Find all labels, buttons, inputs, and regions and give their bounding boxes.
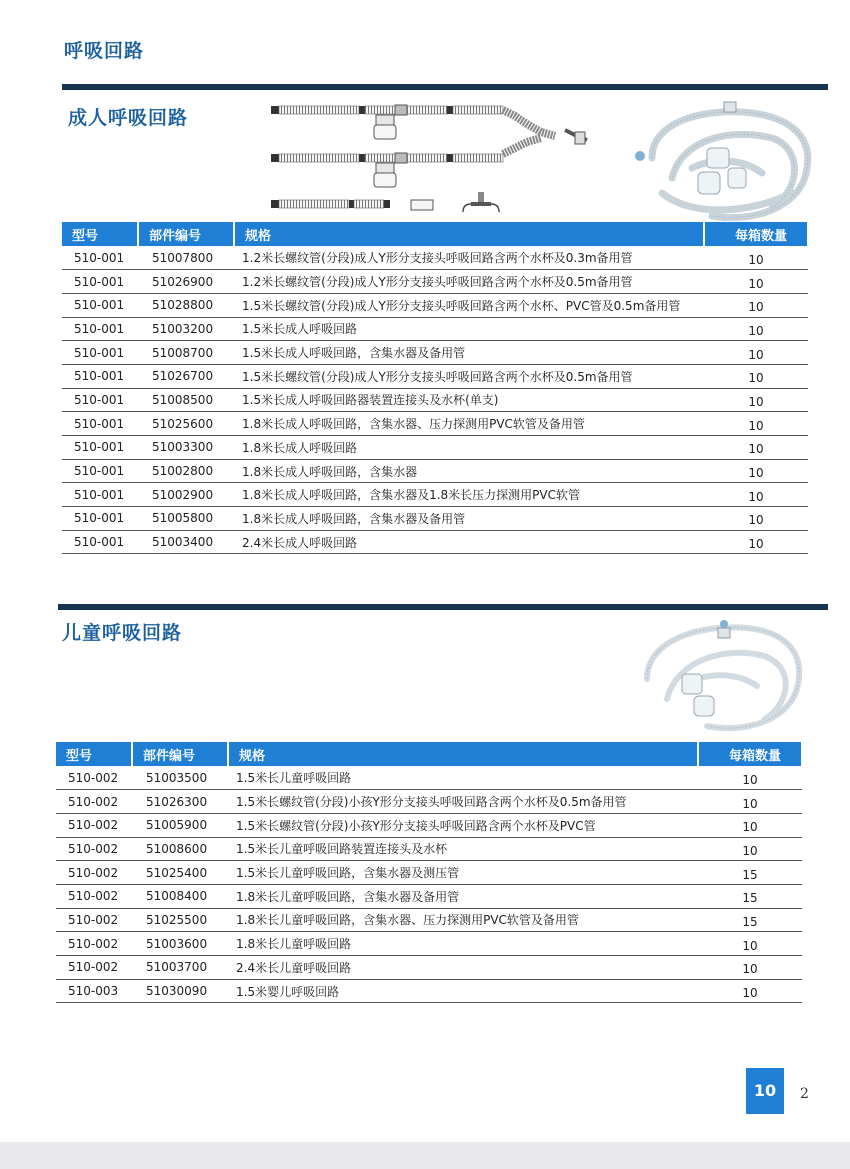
cell-spec: 1.5米长儿童呼吸回路，含集水器及测压管 (228, 861, 698, 885)
cell-qty: 15 (698, 908, 802, 932)
cell-model: 510-001 (62, 246, 138, 270)
table-row (62, 364, 808, 388)
table-row (62, 388, 808, 412)
adult-product-photo (632, 98, 820, 230)
cell-part-no: 51003300 (138, 436, 234, 460)
cell-part-no: 51003500 (132, 766, 228, 790)
section-title-child: 儿童呼吸回路 (62, 622, 183, 644)
page-number: 10 (746, 1068, 784, 1114)
cell-part-no: 51005900 (132, 813, 228, 837)
cell-model: 510-002 (56, 908, 132, 932)
column-header-part-no: 部件编号 (138, 222, 234, 246)
table-row (56, 790, 802, 814)
cell-spec: 1.8米长成人呼吸回路，含集水器及备用管 (234, 507, 704, 531)
cell-qty: 10 (704, 530, 808, 554)
column-header-part-no: 部件编号 (132, 742, 228, 766)
cell-part-no: 51008400 (132, 884, 228, 908)
cell-qty: 15 (698, 884, 802, 908)
cell-qty: 10 (698, 979, 802, 1003)
column-header-spec: 规格 (234, 222, 704, 246)
table-row (62, 436, 808, 460)
table-row (56, 932, 802, 956)
cell-part-no: 51003600 (132, 932, 228, 956)
cell-spec: 2.4米长成人呼吸回路 (234, 530, 704, 554)
child-product-photo (632, 614, 812, 742)
cell-model: 510-002 (56, 956, 132, 980)
cell-spec: 1.8米长儿童呼吸回路，含集水器、压力探测用PVC软管及备用管 (228, 908, 698, 932)
cell-qty: 15 (698, 861, 802, 885)
cell-qty: 10 (704, 246, 808, 270)
cell-qty: 10 (704, 483, 808, 507)
table-header-row (56, 742, 802, 766)
cell-qty: 10 (698, 813, 802, 837)
column-header-spec: 规格 (228, 742, 698, 766)
cell-qty: 10 (698, 932, 802, 956)
cell-model: 510-002 (56, 837, 132, 861)
cell-model: 510-002 (56, 813, 132, 837)
column-header-model: 型号 (56, 742, 132, 766)
cell-model: 510-002 (56, 861, 132, 885)
cell-spec: 1.5米长儿童呼吸回路装置连接头及水杯 (228, 837, 698, 861)
cell-spec: 1.8米长儿童呼吸回路，含集水器及备用管 (228, 884, 698, 908)
column-header-model: 型号 (62, 222, 138, 246)
cell-spec: 1.5米长成人呼吸回路 (234, 317, 704, 341)
table-row (62, 293, 808, 317)
cell-model: 510-001 (62, 412, 138, 436)
table-row (56, 766, 802, 790)
table-header-row (62, 222, 808, 246)
cell-model: 510-001 (62, 459, 138, 483)
table-row (56, 956, 802, 980)
cell-model: 510-001 (62, 364, 138, 388)
section-title-adult: 成人呼吸回路 (68, 107, 189, 129)
cell-part-no: 51002900 (138, 483, 234, 507)
cell-part-no: 51026900 (138, 270, 234, 294)
cell-spec: 1.5米长螺纹管(分段)成人Y形分支接头呼吸回路含两个水杯、PVC管及0.5m备用管 (234, 293, 704, 317)
cell-qty: 10 (704, 270, 808, 294)
cell-model: 510-001 (62, 270, 138, 294)
cell-part-no: 51002800 (138, 459, 234, 483)
cell-qty: 10 (704, 412, 808, 436)
cell-part-no: 51008600 (132, 837, 228, 861)
cell-model: 510-001 (62, 341, 138, 365)
table-row (62, 341, 808, 365)
cell-qty: 10 (704, 388, 808, 412)
section-divider-child (58, 604, 828, 610)
cell-spec: 1.5米婴儿呼吸回路 (228, 979, 698, 1003)
cell-qty: 10 (704, 364, 808, 388)
scan-edge (0, 1142, 850, 1169)
cell-qty: 10 (704, 459, 808, 483)
cell-qty: 10 (704, 293, 808, 317)
cell-part-no: 51025600 (138, 412, 234, 436)
cell-model: 510-002 (56, 932, 132, 956)
cell-spec: 1.8米长成人呼吸回路 (234, 436, 704, 460)
table-row (62, 459, 808, 483)
cell-qty: 10 (698, 766, 802, 790)
cell-model: 510-001 (62, 317, 138, 341)
table-row (62, 246, 808, 270)
cell-qty: 10 (698, 837, 802, 861)
cell-spec: 1.8米长成人呼吸回路，含集水器、压力探测用PVC软管及备用管 (234, 412, 704, 436)
cell-qty: 10 (698, 790, 802, 814)
cell-part-no: 51005800 (138, 507, 234, 531)
table-row (62, 530, 808, 554)
section-divider-adult (62, 84, 828, 90)
cell-qty: 10 (704, 436, 808, 460)
cell-spec: 1.5米长儿童呼吸回路 (228, 766, 698, 790)
cell-spec: 1.5米长螺纹管(分段)成人Y形分支接头呼吸回路含两个水杯及0.5m备用管 (234, 364, 704, 388)
column-header-qty: 每箱数量 (698, 742, 802, 766)
cell-spec: 1.2米长螺纹管(分段)成人Y形分支接头呼吸回路含两个水杯及0.5m备用管 (234, 270, 704, 294)
cell-model: 510-002 (56, 884, 132, 908)
cell-part-no: 51007800 (138, 246, 234, 270)
cell-part-no: 51008700 (138, 341, 234, 365)
cell-part-no: 51026700 (138, 364, 234, 388)
table-row (62, 270, 808, 294)
table-row (62, 317, 808, 341)
table-row (56, 837, 802, 861)
table-row (56, 813, 802, 837)
cell-model: 510-001 (62, 388, 138, 412)
cell-spec: 1.8米长成人呼吸回路，含集水器及1.8米长压力探测用PVC软管 (234, 483, 704, 507)
cell-spec: 1.5米长成人呼吸回路器装置连接头及水杯(单支) (234, 388, 704, 412)
table-row (62, 412, 808, 436)
cell-qty: 10 (704, 507, 808, 531)
cell-spec: 1.2米长螺纹管(分段)成人Y形分支接头呼吸回路含两个水杯及0.3m备用管 (234, 246, 704, 270)
table-row (56, 861, 802, 885)
cell-part-no: 51026300 (132, 790, 228, 814)
cell-part-no: 51003200 (138, 317, 234, 341)
cell-model: 510-001 (62, 293, 138, 317)
cell-part-no: 51028800 (138, 293, 234, 317)
cell-part-no: 51025500 (132, 908, 228, 932)
cell-part-no: 51025400 (132, 861, 228, 885)
table-row (62, 507, 808, 531)
table-row (56, 884, 802, 908)
cell-spec: 1.8米长成人呼吸回路，含集水器 (234, 459, 704, 483)
column-header-qty: 每箱数量 (704, 222, 808, 246)
cell-model: 510-002 (56, 766, 132, 790)
cell-qty: 10 (698, 956, 802, 980)
table-row (62, 483, 808, 507)
handwritten-mark: 2 (800, 1086, 809, 1102)
adult-circuit-table (62, 222, 809, 554)
cell-part-no: 51008500 (138, 388, 234, 412)
cell-model: 510-001 (62, 507, 138, 531)
cell-spec: 1.5米长螺纹管(分段)小孩Y形分支接头呼吸回路含两个水杯及PVC管 (228, 813, 698, 837)
cell-part-no: 51003400 (138, 530, 234, 554)
adult-circuit-diagram (265, 96, 600, 226)
cell-spec: 2.4米长儿童呼吸回路 (228, 956, 698, 980)
cell-model: 510-003 (56, 979, 132, 1003)
cell-qty: 10 (704, 317, 808, 341)
cell-model: 510-001 (62, 483, 138, 507)
cell-model: 510-002 (56, 790, 132, 814)
cell-spec: 1.5米长螺纹管(分段)小孩Y形分支接头呼吸回路含两个水杯及0.5m备用管 (228, 790, 698, 814)
cell-part-no: 51030090 (132, 979, 228, 1003)
cell-model: 510-001 (62, 436, 138, 460)
table-row (56, 908, 802, 932)
cell-spec: 1.5米长成人呼吸回路，含集水器及备用管 (234, 341, 704, 365)
cell-spec: 1.8米长儿童呼吸回路 (228, 932, 698, 956)
table-row (56, 979, 802, 1003)
cell-part-no: 51003700 (132, 956, 228, 980)
page-title: 呼吸回路 (64, 40, 145, 62)
child-circuit-table (56, 742, 803, 1003)
cell-qty: 10 (704, 341, 808, 365)
cell-model: 510-001 (62, 530, 138, 554)
